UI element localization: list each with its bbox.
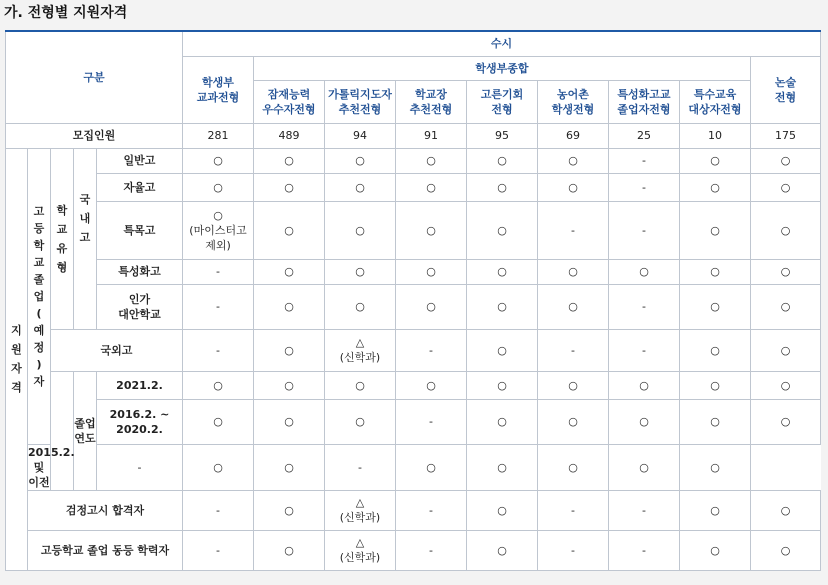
cell: ○ — [325, 371, 396, 399]
cell: ○ — [467, 530, 538, 570]
row-label: 검정고시 합격자 — [28, 490, 183, 530]
cell: ○ — [467, 490, 538, 530]
cell: ○ — [325, 259, 396, 284]
cell: - — [183, 329, 254, 371]
cell: ○ — [751, 490, 821, 530]
cell: ○ — [396, 173, 467, 201]
table-row — [6, 173, 821, 201]
grad-year-label: 졸업 연도 — [74, 371, 97, 490]
table-row — [6, 148, 821, 173]
cell: ○ — [467, 259, 538, 284]
cell: ○ — [680, 329, 751, 371]
cell: ○ — [396, 148, 467, 173]
cell: ○ — [467, 148, 538, 173]
cell: - — [183, 530, 254, 570]
cell: - — [538, 530, 609, 570]
row-label: 2015.2. 및 이전 — [28, 445, 75, 489]
cell: ○ — [609, 371, 680, 399]
cell: ○ — [254, 530, 325, 570]
cell: - — [396, 399, 467, 444]
cell: - — [396, 490, 467, 530]
row-label: 2021.2. — [97, 371, 183, 399]
cell: - — [609, 530, 680, 570]
cell: ○ — [254, 490, 325, 530]
cell: ○ — [467, 399, 538, 444]
cell: ○ — [467, 371, 538, 399]
row-label: 인가 대안학교 — [97, 284, 183, 329]
cell: ○ — [538, 259, 609, 284]
cell: ○ — [538, 284, 609, 329]
cell: ○ — [183, 148, 254, 173]
cell: ○ — [680, 444, 751, 490]
susi-header: 수시 — [183, 31, 821, 56]
equal-header: 고른기회 전형 — [467, 80, 538, 123]
cell: ○ — [751, 530, 821, 570]
table-row — [6, 201, 821, 259]
table-row — [6, 530, 821, 570]
cell: ○ — [254, 284, 325, 329]
qualification-table — [5, 30, 821, 571]
cell: ○ — [396, 284, 467, 329]
recruit-row — [6, 123, 821, 148]
cell: ○ — [751, 259, 821, 284]
cell: ○ — [325, 284, 396, 329]
row-label: 국외고 — [51, 329, 183, 371]
cell: - — [538, 329, 609, 371]
recruit-value: 281 — [183, 123, 254, 148]
cell: ○ — [254, 444, 325, 490]
cell: ○ — [254, 371, 325, 399]
cell: ○ — [538, 371, 609, 399]
graduate-label: 고 등 학 교 졸 업 ( 예 정 ) 자 — [28, 148, 51, 444]
recruit-value: 91 — [396, 123, 467, 148]
cell: ○ — [538, 399, 609, 444]
cell: - — [183, 259, 254, 284]
cell: ○ — [680, 371, 751, 399]
cell: - — [538, 201, 609, 259]
cell: ○ — [751, 148, 821, 173]
cell: - — [609, 148, 680, 173]
cell: ○ — [467, 284, 538, 329]
cell: ○ — [680, 399, 751, 444]
recruit-value: 489 — [254, 123, 325, 148]
cell: ○ — [183, 173, 254, 201]
cell: ○ — [325, 148, 396, 173]
jamjae-header: 잠재능력 우수자전형 — [254, 80, 325, 123]
cell: ○ — [751, 399, 821, 444]
cell: ○ — [680, 148, 751, 173]
qualification-label: 지 원 자 격 — [6, 148, 28, 570]
cell: ○ — [467, 173, 538, 201]
catholic-header: 가톨릭지도자 추천전형 — [325, 80, 396, 123]
recruit-value: 69 — [538, 123, 609, 148]
special-edu-header: 특수교육 대상자전형 — [680, 80, 751, 123]
cell: △ (신학과) — [325, 329, 396, 371]
table-row — [6, 444, 821, 490]
cell: ○ — [325, 201, 396, 259]
cell: ○ — [680, 530, 751, 570]
row-label: 특성화고 — [97, 259, 183, 284]
essay-header: 논술 전형 — [751, 56, 821, 123]
cell: - — [183, 490, 254, 530]
cell: ○ — [680, 173, 751, 201]
cell: ○ — [396, 259, 467, 284]
cell: ○ — [254, 259, 325, 284]
table-row — [6, 399, 821, 444]
cell: ○ — [183, 371, 254, 399]
cell: ○ — [751, 284, 821, 329]
cell: - — [609, 173, 680, 201]
cell: - — [97, 444, 183, 490]
cell: ○ — [325, 173, 396, 201]
recruit-value: 175 — [751, 123, 821, 148]
recruit-label: 모집인원 — [6, 123, 183, 148]
cell: ○ — [609, 444, 680, 490]
table-row — [6, 284, 821, 329]
row-label: 2016.2. ~ 2020.2. — [97, 399, 183, 444]
cell: ○ — [751, 201, 821, 259]
cell: ○ — [609, 259, 680, 284]
cell: ○ — [680, 284, 751, 329]
recruit-value: 94 — [325, 123, 396, 148]
recruit-value: 10 — [680, 123, 751, 148]
table-row — [6, 490, 821, 530]
table-row — [6, 329, 821, 371]
cell: ○ — [254, 173, 325, 201]
domestic-label: 국 내 고 — [74, 148, 97, 329]
cell: ○ — [538, 444, 609, 490]
cell: - — [609, 490, 680, 530]
rural-header: 농어촌 학생전형 — [538, 80, 609, 123]
cell: - — [183, 284, 254, 329]
cell: ○ — [680, 490, 751, 530]
cell: ○ — [396, 371, 467, 399]
cell: ○ — [183, 444, 254, 490]
recruit-value: 25 — [609, 123, 680, 148]
cell: ○ — [538, 173, 609, 201]
cell: ○ — [467, 329, 538, 371]
cell: ○ — [467, 201, 538, 259]
cell: ○ — [751, 173, 821, 201]
school-type-label: 학 교 유 형 — [51, 148, 74, 329]
category-header: 구분 — [6, 31, 183, 123]
special-hs-header: 특성화고교 졸업자전형 — [609, 80, 680, 123]
cell: △ (신학과) — [325, 490, 396, 530]
cell: ○ — [680, 201, 751, 259]
section-title: 가. 전형별 지원자격 — [4, 5, 128, 21]
cell: ○ — [254, 201, 325, 259]
cell: ○ — [467, 444, 538, 490]
cell: ○ — [609, 399, 680, 444]
cell: ○ (마이스터고 제외) — [183, 201, 254, 259]
cell: ○ — [325, 399, 396, 444]
row-label: 고등학교 졸업 동등 학력자 — [28, 530, 183, 570]
cell: ○ — [396, 201, 467, 259]
cell: - — [538, 490, 609, 530]
cell: - — [396, 530, 467, 570]
cell: - — [325, 444, 396, 490]
gyogwa-header: 학생부 교과전형 — [183, 56, 254, 123]
cell: ○ — [254, 399, 325, 444]
jonghap-header: 학생부종합 — [254, 56, 751, 80]
cell: ○ — [254, 329, 325, 371]
cell: ○ — [751, 329, 821, 371]
table-row — [6, 371, 821, 399]
table-row — [6, 259, 821, 284]
row-label: 자율고 — [97, 173, 183, 201]
row-label: 특목고 — [97, 201, 183, 259]
cell: ○ — [751, 371, 821, 399]
cell: ○ — [254, 148, 325, 173]
cell: - — [609, 329, 680, 371]
recruit-value: 95 — [467, 123, 538, 148]
cell: ○ — [680, 259, 751, 284]
principal-header: 학교장 추천전형 — [396, 80, 467, 123]
cell: - — [609, 201, 680, 259]
cell: - — [396, 329, 467, 371]
cell: ○ — [538, 148, 609, 173]
cell: △ (신학과) — [325, 530, 396, 570]
cell: - — [609, 284, 680, 329]
cell: ○ — [396, 444, 467, 490]
row-label: 일반고 — [97, 148, 183, 173]
cell: ○ — [183, 399, 254, 444]
